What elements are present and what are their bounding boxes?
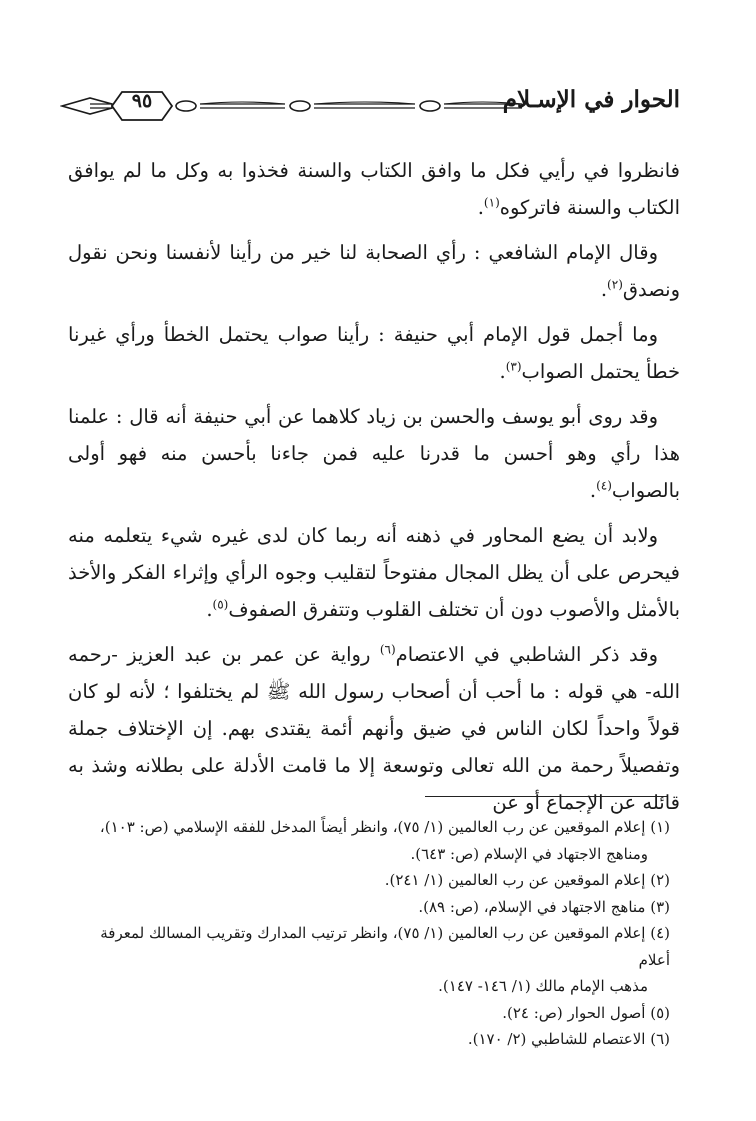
footnotes	[66, 814, 670, 1053]
footnote: (٤) إعلام الموقعين عن رب العالمين (١/ ٧٥)، وانظر ترتيب المدارك وتقريب المسالك لمعرفة أعلام	[100, 924, 670, 969]
paragraph: فانظروا في رأيي فكل ما وافق الكتاب والسنة فخذوا به وكل ما لم يوافق الكتاب والسنة فاتركوه$^{(١)}$.	[68, 159, 680, 219]
footnote-continuation: مذهب الإمام مالك (١/ ١٤٦- ١٤٧).	[438, 977, 648, 995]
footnote-separator	[425, 796, 667, 797]
main-text	[68, 152, 680, 829]
footnote-ref: (٣)	[505, 359, 522, 374]
footnote-ref: (٥)	[212, 597, 229, 612]
footnote: (٦) الاعتصام للشاطبي (٢/ ١٧٠).	[467, 1030, 670, 1048]
footnote: (٢) إعلام الموقعين عن رب العالمين (١/ ٢٤١).	[384, 871, 670, 889]
paragraph: وقد ذكر الشاطبي في الاعتصام$^{(٦)}$ رواية عن عمر بن عبد العزيز -رحمه الله- هي قوله : ما أحب أن أصحاب رسول الله ﷺ لم يختلفوا ؛ لأنه لو كان قولاً واحداً لكان الناس في ضيق وأنهم أئمة يقتدى بهم. إن الإختلاف جملة وتفصيلاً رحمة من الله تعالى وتوسعة إلا ما قامت الأدلة على بطلانه وشذ به قائله عن الإجماع أو عن	[68, 642, 680, 814]
running-title: الحوار في الإسـلام	[502, 86, 680, 113]
footnote: (١) إعلام الموقعين عن رب العالمين (١/ ٧٥)، وانظر أيضاً المدخل للفقه الإسلامي (ص: ١٠٣)،	[99, 818, 670, 836]
footnote: (٥) أصول الحوار (ص: ٢٤).	[502, 1003, 670, 1022]
footnote-ref: (٤)	[596, 478, 612, 493]
paragraph: وقال الإمام الشافعي : رأي الصحابة لنا خير من رأينا لأنفسنا ونحن نقول ونصدق$^{(٢)}$.	[68, 241, 680, 301]
footnote-ref: (١)	[483, 195, 500, 210]
footnote-continuation: ومناهج الاجتهاد في الإسلام (ص: ٦٤٣).	[410, 844, 648, 863]
page-number: ٩٥	[131, 90, 153, 112]
footnote-ref: (٦)	[379, 642, 396, 657]
paragraph: وقد روى أبو يوسف والحسن بن زياد كلاهما عن أبي حنيفة أنه قال : علمنا هذا رأي وهو أحسن ما قدرنا عليه فمن جاءنا بأحسن منه فهو أولى بالصواب$^{(٤)}$.	[68, 405, 680, 502]
footnote-ref: (٢)	[607, 277, 623, 292]
paragraph: وما أجمل قول الإمام أبي حنيفة : رأينا صواب يحتمل الخطأ ورأي غيرنا خطأ يحتمل الصواب$^{(٣)}$.	[68, 323, 680, 383]
page-header	[60, 84, 680, 130]
paragraph: ولابد أن يضع المحاور في ذهنه أنه ربما كان لدى غيره شيء يتعلمه منه فيحرص على أن يظل المجال مفتوحاً لتقليب وجوه الرأي وإثراء الفكر والأخذ بالأمثل والأصوب دون أن تختلف القلوب وتتفرق الصفوف$^{(٥)}$.	[68, 524, 680, 621]
footnote: (٣) مناهج الاجتهاد في الإسلام، (ص: ٨٩).	[418, 897, 670, 916]
